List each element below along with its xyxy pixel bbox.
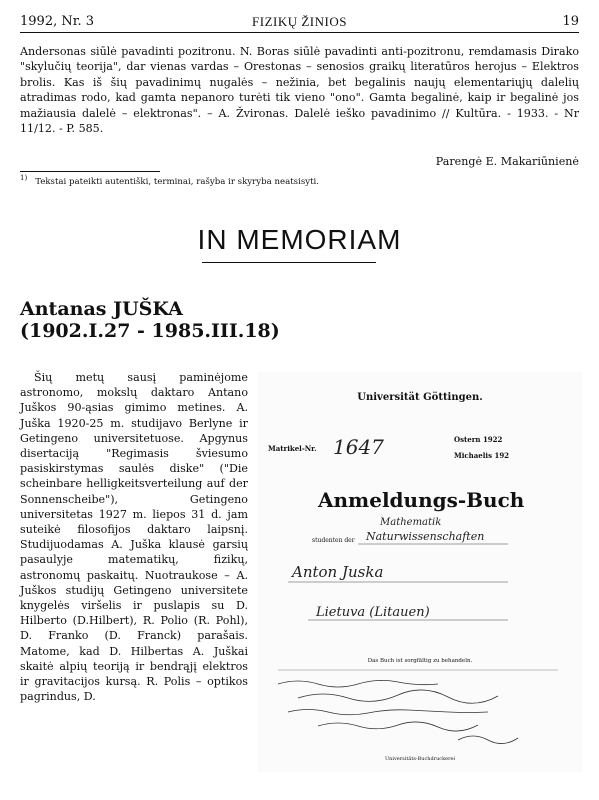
doc-matrikel-label: Matrikel-Nr. [268, 444, 317, 453]
running-header [20, 10, 579, 33]
enrollment-book-scan [258, 372, 582, 772]
person-dates: (1902.I.27 - 1985.III.18) [20, 320, 280, 342]
enrollment-book-photo [258, 372, 582, 772]
footnote-text: Tekstai pateikti autentiški, terminai, rašyba ir skyryba neatsisyti. [35, 176, 320, 187]
footnote [20, 174, 579, 187]
doc-hand-origin: Lietuva (Litauen) [316, 605, 430, 620]
footnote-rule [20, 171, 160, 172]
doc-book-title: Anmeldungs-Buch [318, 488, 525, 512]
section-title: IN MEMORIAM [197, 224, 402, 255]
doc-student-label: studenten der [312, 537, 355, 544]
doc-ostern: Ostern 1922 [454, 435, 503, 444]
doc-printer-stamp: Universitäts-Buchdruckerei [384, 756, 456, 762]
doc-hand-line1: Mathematik [380, 517, 442, 528]
doc-matrikel-number: 1647 [333, 435, 384, 459]
doc-michaelis: Michaelis 192 [454, 451, 510, 460]
page-number: 19 [562, 14, 579, 29]
article-body: Šių metų sausį paminėjome astronomo, mokslų daktaro Antano Juškos 90-ąsias gimimo metines. A. Juška 1920-25 m. studijavo Berlyne ir Getingeno universitetuose. Apgynus disertaciją "Regimasis šviesumo pasiskirstymas saulės diske" ("Die scheinbare helligkeitsverteilung auf der Sonnenscheibe"), Getingeno universitetas 1927 m. liepos 31 d. jam suteikė filosofijos daktaro laipsnį. Studijuodamas A. Juška klausė garsių pasaulyje matematikų, fizikų, astronomų paskaitų. Nuotraukose – A. Juškos studijų Getingeno universitete knygelės viršelis ir puslapis su D. Hilberto (D.Hilbert), R. Polio (R. Pohl), D. Franko (D. Franck) parašais. Matome, kad D. Hilbertas A. Juškai skaitė alpių teoriją ir bendrąjį elektros ir gravitacijos kursą. R. Polis – optikos pagrindus, D. [20, 371, 248, 704]
continued-paragraph: Andersonas siūlė pavadinti pozitronu. N. Boras siūlė pavadinti anti-pozitronu, remdamasis Dirako "skylučių teorija", dar vienas vardas – Orestonas – senosios graikų literatūros herojus – Elektros brolis. Kas iš šių pavadinimų nugalės – nežinia, bet begalinis naujų elementariųjų dalelių atradimas rodo, kad gamta nepanoro turėti tik vieno "ono". Gamta begalinė, kaip ir begalinė jos mažiausia dalelė – elektronas". – A. Žvironas. Dalelė ieško pavadinimo // Kultūra. - 1933. - Nr 11/12. - P. 585. [20, 45, 579, 136]
doc-hand-name: Anton Juska [292, 563, 384, 581]
issue-label: 1992, Nr. 3 [20, 14, 95, 29]
person-name: Antanas JUŠKA [20, 298, 183, 320]
author-signature: Parengė E. Makariūnienė [435, 155, 579, 168]
section-title-rule [202, 262, 376, 263]
doc-hand-line2: Naturwissenschaften [366, 530, 485, 543]
doc-university: Universität Göttingen. [357, 392, 483, 403]
journal-title: FIZIKŲ ŽINIOS [252, 14, 347, 29]
doc-care-note: Das Buch ist sorgfältig zu behandeln. [367, 658, 473, 664]
footnote-marker: 1) [20, 174, 28, 182]
